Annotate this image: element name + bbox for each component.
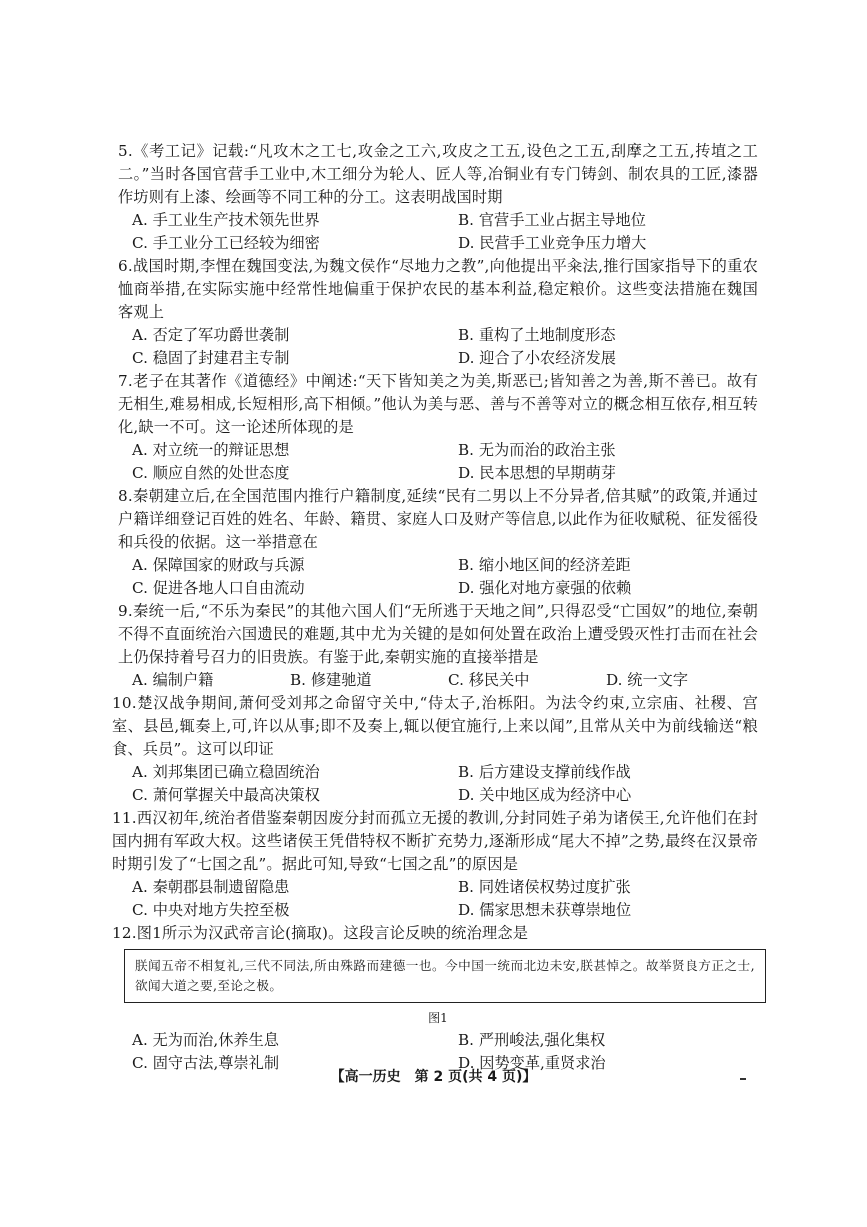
figure-caption: 图1 xyxy=(428,1011,448,1025)
option-d[interactable]: D. 儒家思想未获尊崇地位 xyxy=(458,901,632,919)
option-a[interactable]: A. 无为而治,休养生息 xyxy=(132,1031,279,1049)
option-b[interactable]: B. 严刑峻法,强化集权 xyxy=(458,1031,606,1049)
option-grid xyxy=(118,209,758,255)
option-grid xyxy=(118,554,758,600)
option-b[interactable]: B. 缩小地区间的经济差距 xyxy=(458,556,631,574)
exam-page xyxy=(112,140,758,1075)
option-a[interactable]: A. 秦朝郡县制遗留隐患 xyxy=(132,878,290,896)
question-stem: 12.图1所示为汉武帝言论(摘取)。这段言论反映的统治理念是 xyxy=(112,924,529,942)
option-b[interactable]: B. 同姓诸侯权势过度扩张 xyxy=(458,878,631,896)
question-stem: 5.《考工记》记载:“凡攻木之工七,攻金之工六,攻皮之工五,设色之工五,刮摩之工五,抟埴之工二。”当时各国官营手工业中,木工细分为轮人、匠人等,冶铜业有专门铸剑、制农具的工匠,漆器作坊则有上漆、绘画等不同工种的分工。这表明战国时期 xyxy=(118,142,758,206)
question-stem: 8.秦朝建立后,在全国范围内推行户籍制度,延续“民有二男以上不分异者,倍其赋”的政策,并通过户籍详细登记百姓的姓名、年龄、籍贯、家庭人口及财产等信息,以此作为征收赋税、征发徭役和兵役的依据。这一举措意在 xyxy=(118,487,758,551)
question-stem: 7.老子在其著作《道德经》中阐述:“天下皆知美之为美,斯恶已;皆知善之为善,斯不善已。故有无相生,难易相成,长短相形,高下相倾。”他认为美与恶、善与不善等对立的概念相互依存,相互转化,缺一不可。这一论述所体现的是 xyxy=(118,372,758,436)
option-c[interactable]: C. 顺应自然的处世态度 xyxy=(132,464,290,482)
option-c[interactable]: C. 移民关中 xyxy=(448,671,530,689)
option-grid xyxy=(118,439,758,485)
option-d[interactable]: D. 迎合了小农经济发展 xyxy=(458,349,616,367)
option-d[interactable]: D. 关中地区成为经济中心 xyxy=(458,786,632,804)
option-d[interactable]: D. 强化对地方豪强的依赖 xyxy=(458,579,632,597)
question-9 xyxy=(118,600,758,692)
option-a[interactable]: A. 保障国家的财政与兵源 xyxy=(132,556,305,574)
option-c[interactable]: C. 稳固了封建君主专制 xyxy=(132,349,290,367)
option-grid xyxy=(118,876,758,922)
option-d[interactable]: D. 民营手工业竞争压力增大 xyxy=(458,234,647,252)
question-stem: 6.战国时期,李悝在魏国变法,为魏文侯作“尽地力之教”,向他提出平籴法,推行国家指导下的重农恤商举措,在实际实施中经常性地偏重于保护农民的基本利益,稳定粮价。这些变法措施在魏国客观上 xyxy=(118,257,758,321)
question-6 xyxy=(118,255,758,370)
option-grid xyxy=(118,761,758,807)
option-d[interactable]: D. 统一文字 xyxy=(606,671,689,689)
option-a[interactable]: A. 对立统一的辩证思想 xyxy=(132,441,290,459)
figure-1-quote-text: 朕闻五帝不相复礼,三代不同法,所由殊路而建德一也。今中国一统而北边未安,朕甚悼之。故举贤良方正之士,欲闻大道之要,至论之极。 xyxy=(135,958,755,993)
option-c[interactable]: C. 中央对地方失控至极 xyxy=(132,901,290,919)
question-11 xyxy=(112,807,758,922)
question-7 xyxy=(118,370,758,485)
page-footer: 【高一历史 第 2 页(共 4 页)】 xyxy=(330,1069,537,1085)
option-a[interactable]: A. 刘邦集团已确立稳固统治 xyxy=(132,763,320,781)
option-b[interactable]: B. 官营手工业占据主导地位 xyxy=(458,211,646,229)
option-grid xyxy=(118,324,758,370)
option-c[interactable]: C. 手工业分工已经较为细密 xyxy=(132,234,320,252)
option-b[interactable]: B. 无为而治的政治主张 xyxy=(458,441,616,459)
question-stem: 11.西汉初年,统治者借鉴秦朝因废分封而孤立无援的教训,分封同姓子弟为诸侯王,允许他们在封国内拥有军政大权。这些诸侯王凭借特权不断扩充势力,逐渐形成“尾大不掉”之势,最终在汉景帝时期引发了“七国之乱”。据此可知,导致“七国之乱”的原因是 xyxy=(112,809,758,873)
option-d[interactable]: D. 因势变革,重贤求治 xyxy=(458,1054,606,1072)
option-a[interactable]: A. 否定了军功爵世袭制 xyxy=(132,326,290,344)
option-b[interactable]: B. 修建驰道 xyxy=(290,671,372,689)
option-c[interactable]: C. 固守古法,尊崇礼制 xyxy=(132,1054,280,1072)
question-10 xyxy=(112,692,758,807)
option-b[interactable]: B. 重构了土地制度形态 xyxy=(458,326,616,344)
option-a[interactable]: A. 手工业生产技术领先世界 xyxy=(132,211,320,229)
option-c[interactable]: C. 萧何掌握关中最高决策权 xyxy=(132,786,320,804)
figure-1-quote-box xyxy=(124,949,766,1003)
option-b[interactable]: B. 后方建设支撑前线作战 xyxy=(458,763,631,781)
option-grid xyxy=(118,669,758,692)
question-5 xyxy=(118,140,758,255)
corner-mark xyxy=(740,1078,746,1080)
option-c[interactable]: C. 促进各地人口自由流动 xyxy=(132,579,305,597)
question-stem: 9.秦统一后,“不乐为秦民”的其他六国人们“无所逃于天地之间”,只得忍受“亡国奴”的地位,秦朝不得不直面统治六国遗民的难题,其中尤为关键的是如何处置在政治上遭受毁灭性打击而在社会上仍保持着号召力的旧贵族。有鉴于此,秦朝实施的直接举措是 xyxy=(118,602,758,666)
question-12 xyxy=(112,922,758,1075)
option-a[interactable]: A. 编制户籍 xyxy=(132,671,214,689)
option-d[interactable]: D. 民本思想的早期萌芽 xyxy=(458,464,616,482)
question-stem: 10.楚汉战争期间,萧何受刘邦之命留守关中,“侍太子,治栎阳。为法令约束,立宗庙、社稷、宫室、县邑,辄奏上,可,许以从事;即不及奏上,辄以便宜施行,上来以闻”,且常从关中为前线输送“粮食、兵员”。这可以印证 xyxy=(112,694,758,758)
question-8 xyxy=(118,485,758,600)
